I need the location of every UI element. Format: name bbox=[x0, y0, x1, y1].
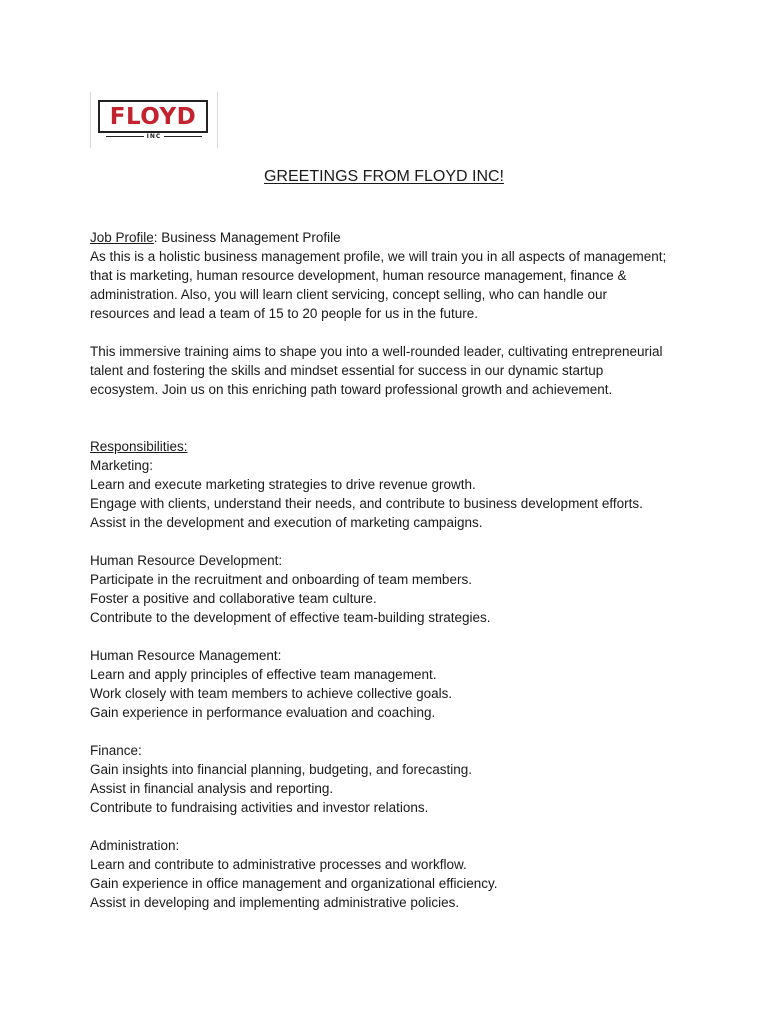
list-item: Learn and execute marketing strategies to drive revenue growth. bbox=[90, 477, 476, 492]
list-item: Assist in financial analysis and reporting. bbox=[90, 781, 334, 796]
paragraph-line: that is marketing, human resource development, human resource management, finance & bbox=[90, 268, 627, 283]
job-profile-value: : Business Management Profile bbox=[153, 230, 341, 245]
logo-wordmark: FLOYD bbox=[109, 104, 197, 130]
list-item: Contribute to the development of effective team-building strategies. bbox=[90, 610, 491, 625]
paragraph-line: This immersive training aims to shape you into a well-rounded leader, cultivating entrepreneurial bbox=[90, 344, 663, 359]
section-heading: Human Resource Management: bbox=[90, 648, 282, 663]
list-item: Gain experience in performance evaluation and coaching. bbox=[90, 705, 436, 720]
paragraph-line: talent and fostering the skills and mindset essential for success in our dynamic startup bbox=[90, 363, 604, 378]
logo-subtext: INC bbox=[91, 133, 217, 141]
logo-box bbox=[98, 100, 208, 133]
responsibilities-heading: Responsibilities: bbox=[90, 439, 188, 454]
list-item: Engage with clients, understand their needs, and contribute to business development efforts. bbox=[90, 496, 643, 511]
page-title: GREETINGS FROM FLOYD INC! bbox=[263, 168, 504, 185]
list-item: Gain insights into financial planning, budgeting, and forecasting. bbox=[90, 762, 473, 777]
list-item: Participate in the recruitment and onboarding of team members. bbox=[90, 572, 472, 587]
paragraph-line: administration. Also, you will learn client servicing, concept selling, who can handle our bbox=[90, 287, 608, 302]
section-heading: Marketing: bbox=[90, 458, 154, 473]
section-heading: Administration: bbox=[90, 838, 180, 853]
list-item: Assist in developing and implementing administrative policies. bbox=[90, 895, 460, 910]
list-item: Gain experience in office management and organizational efficiency. bbox=[90, 876, 498, 891]
list-item: Learn and apply principles of effective team management. bbox=[90, 667, 437, 682]
paragraph-line: As this is a holistic business management profile, we will train you in all aspects of management; bbox=[90, 249, 667, 264]
job-profile-label: Job Profile bbox=[90, 230, 154, 245]
document-body bbox=[90, 228, 690, 912]
paragraph-line: ecosystem. Join us on this enriching path toward professional growth and achievement. bbox=[90, 382, 613, 397]
job-profile-line bbox=[90, 228, 690, 247]
paragraph-line: resources and lead a team of 15 to 20 people for us in the future. bbox=[90, 306, 478, 321]
list-item: Work closely with team members to achieve collective goals. bbox=[90, 686, 453, 701]
company-logo bbox=[90, 92, 218, 148]
list-item: Foster a positive and collaborative team culture. bbox=[90, 591, 377, 606]
list-item: Contribute to fundraising activities and investor relations. bbox=[90, 800, 429, 815]
section-heading: Human Resource Development: bbox=[90, 553, 283, 568]
section-heading: Finance: bbox=[90, 743, 142, 758]
list-item: Assist in the development and execution of marketing campaigns. bbox=[90, 515, 483, 530]
list-item: Learn and contribute to administrative processes and workflow. bbox=[90, 857, 467, 872]
